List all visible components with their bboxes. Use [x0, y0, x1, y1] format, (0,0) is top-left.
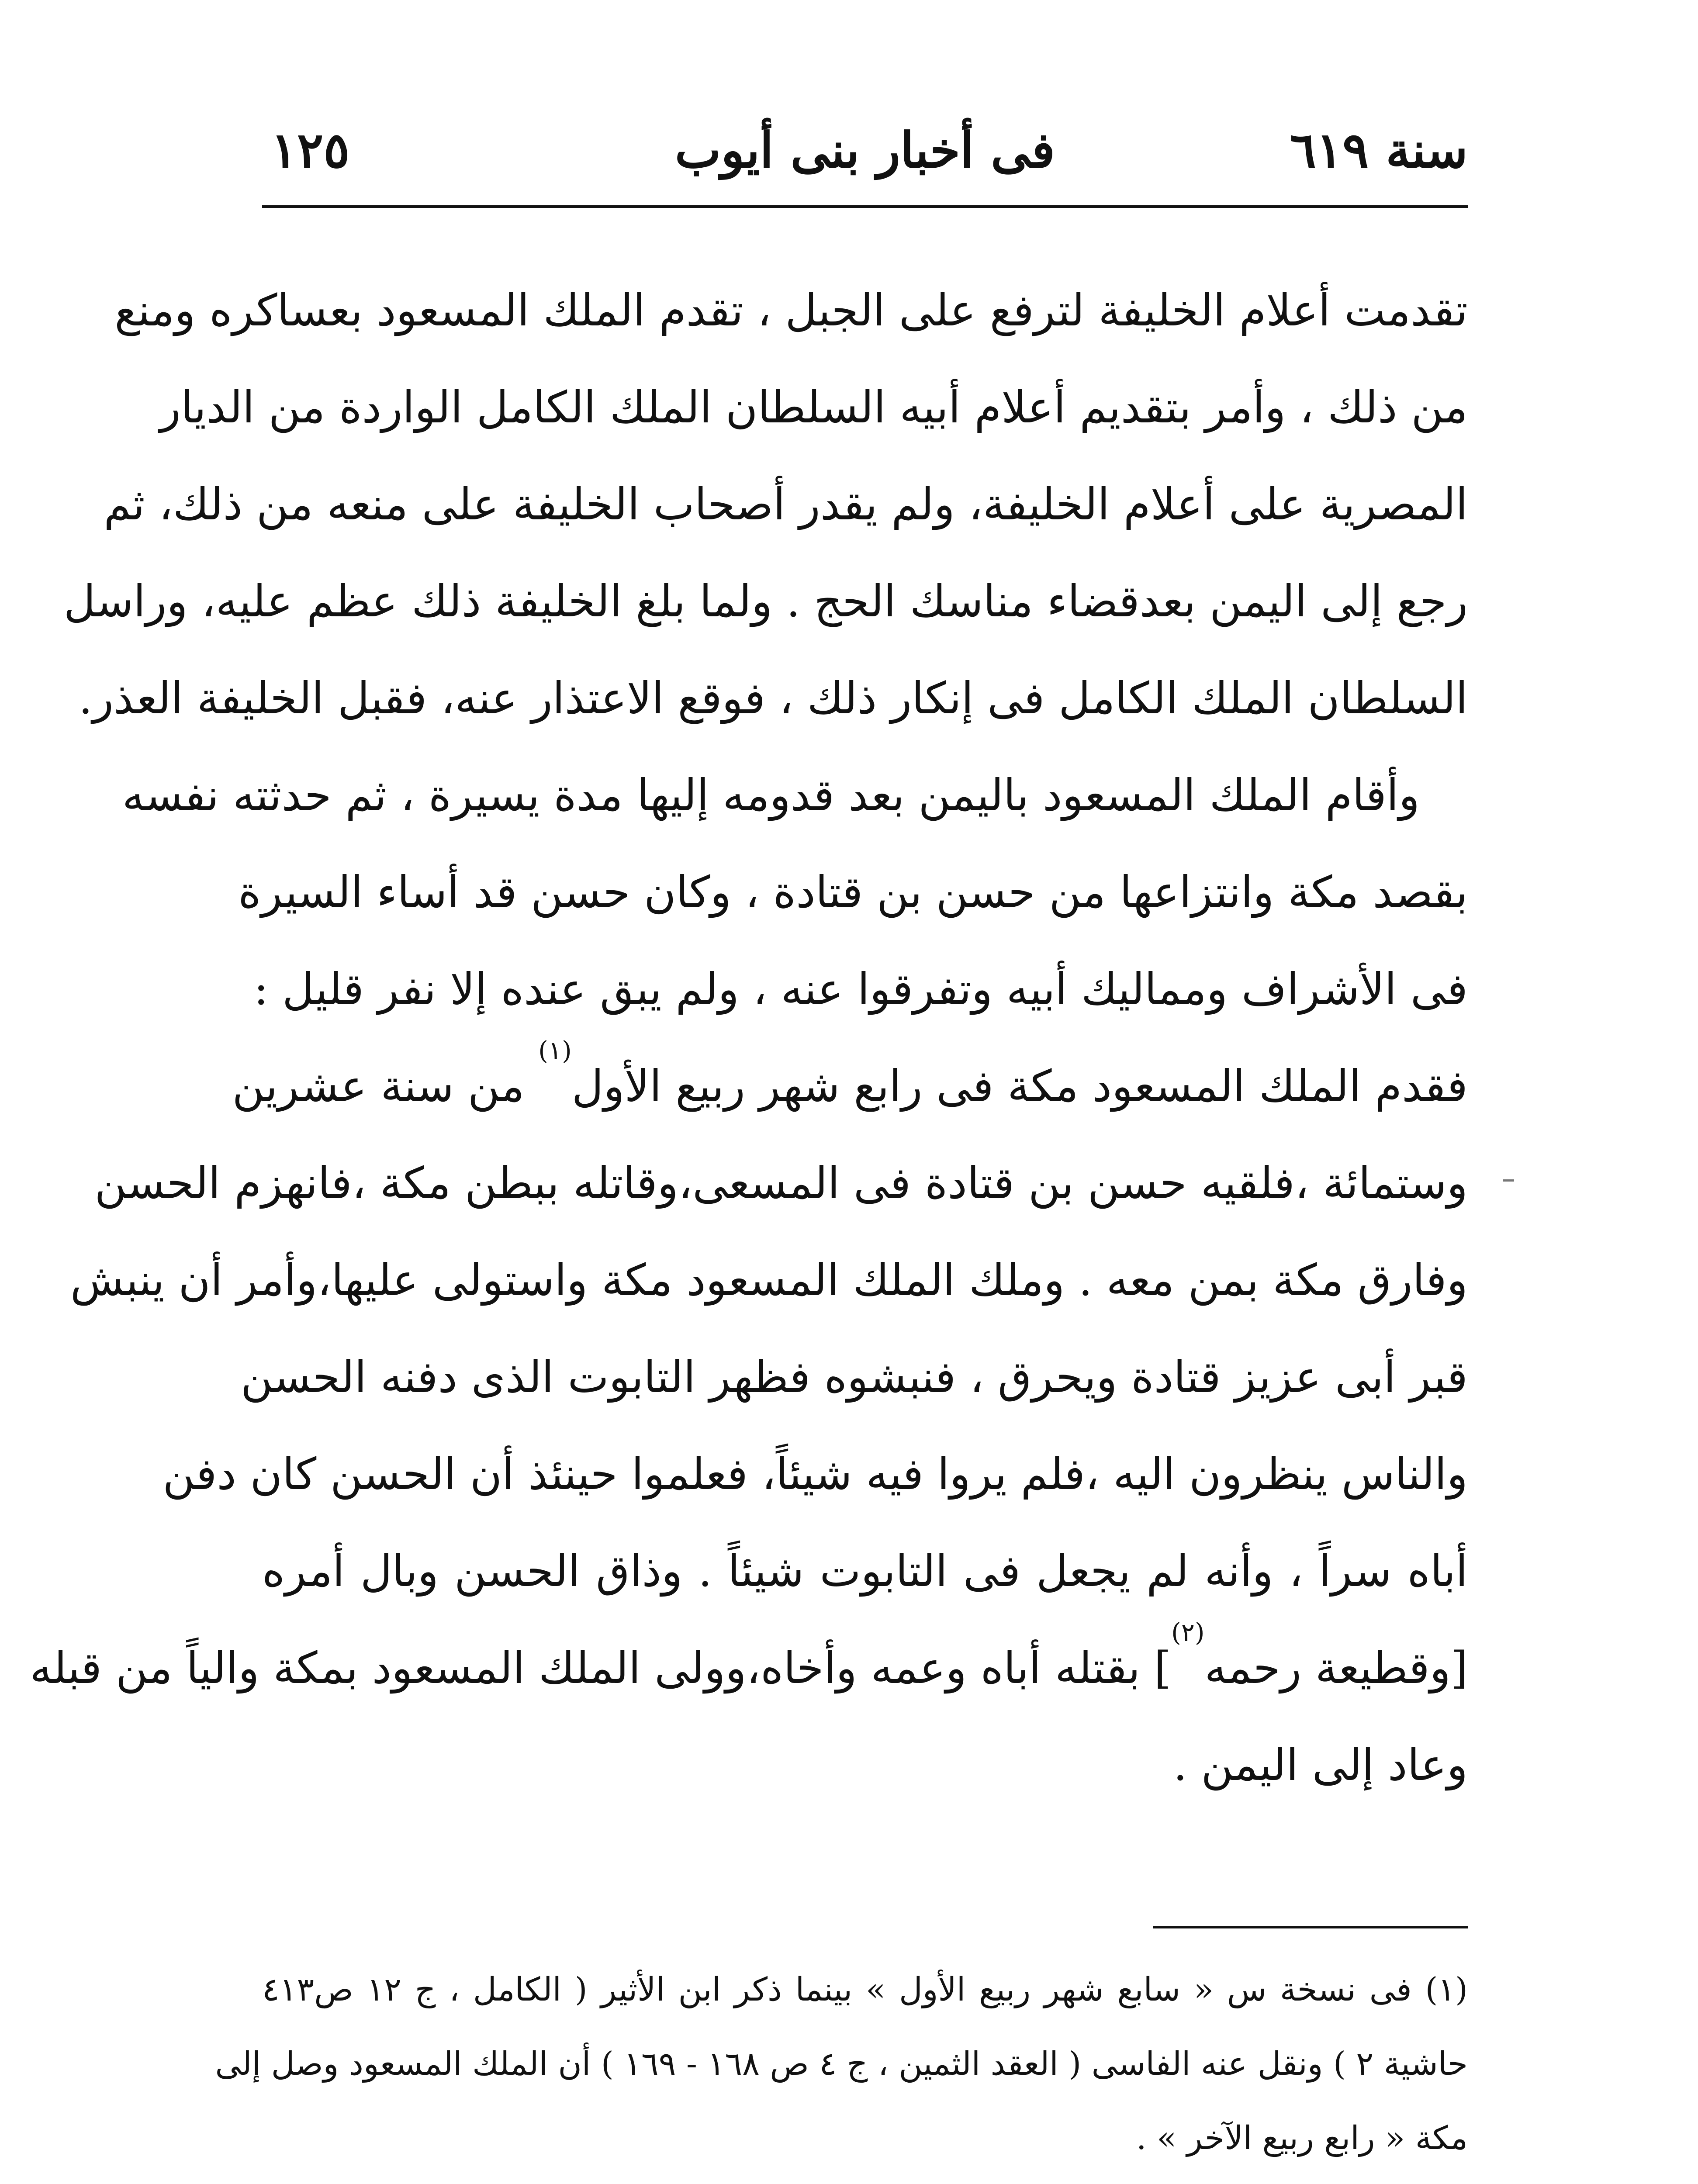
- footnote-ref-2: (٢): [1171, 1617, 1205, 1647]
- footnote-ref-1: (١): [538, 1036, 572, 1065]
- footnotes: [215, 1952, 1468, 2184]
- footnote-1-line: مكة « رابع ربيع الآخر » .: [1136, 2119, 1468, 2157]
- page-number: ١٢٥: [271, 122, 350, 179]
- text-line: بقصد مكة وانتزاعها من حسن بن قتادة ، وكان حسن قد أساء السيرة: [238, 867, 1468, 918]
- text-line: رجع إلى اليمن بعدقضاء مناسك الحج . ولما بلغ الخليفة ذلك عظم عليه، وراسل: [63, 576, 1468, 627]
- text-line: وستمائة ،فلقيه حسن بن قتادة فى المسعى،وقاتله ببطن مكة ،فانهزم الحسن: [94, 1158, 1468, 1209]
- text-line: تقدمت أعلام الخليفة لترفع على الجبل ، تقدم الملك المسعود بعساكره ومنع: [114, 285, 1468, 336]
- text-line: السلطان الملك الكامل فى إنكار ذلك ، فوقع الاعتذار عنه، فقبل الخليفة العذر.: [78, 673, 1468, 724]
- header-year: سنة ٦١٩: [1290, 122, 1468, 179]
- text-segment: ] بقتله أباه وعمه وأخاه،وولى الملك المسعود بمكة والياً من قبله: [30, 1642, 1172, 1693]
- body-text: [30, 262, 1468, 1814]
- text-line: والناس ينظرون اليه ،فلم يروا فيه شيئاً، فعلموا حينئذ أن الحسن كان دفن: [163, 1448, 1468, 1500]
- text-line: فى الأشراف ومماليك أبيه وتفرقوا عنه ، ولم يبق عنده إلا نفر قليل :: [253, 964, 1468, 1015]
- text-line: أباه سراً ، وأنه لم يجعل فى التابوت شيئاً . وذاق الحسن وبال أمره: [262, 1545, 1468, 1597]
- text-segment: [وقطيعة رحمه: [1204, 1642, 1468, 1693]
- text-segment: من سنة عشرين: [232, 1061, 539, 1112]
- footnote-rule: [1153, 1926, 1468, 1928]
- text-line: وعاد إلى اليمن .: [1173, 1739, 1468, 1790]
- text-line: وأقام الملك المسعود باليمن بعد قدومه إليها مدة يسيرة ، ثم حدثته نفسه: [122, 770, 1420, 821]
- header-title: فى أخبار بنى أيوب: [674, 122, 1055, 179]
- scan-mark: [1503, 1179, 1514, 1182]
- text-line: وفارق مكة بمن معه . وملك الملك المسعود مكة واستولى عليها،وأمر أن ينبش: [70, 1254, 1468, 1306]
- text-line: قبر أبى عزيز قتادة ويحرق ، فنبشوه فظهر التابوت الذى دفنه الحسن: [240, 1351, 1468, 1403]
- text-line: من ذلك ، وأمر بتقديم أعلام أبيه السلطان الملك الكامل الواردة من الديار: [159, 382, 1468, 433]
- header-rule: [262, 205, 1468, 208]
- text-line-with-footnote-ref: [232, 1036, 1468, 1135]
- text-line-with-footnote-ref: [30, 1617, 1468, 1717]
- footnote-1-line: (١) فى نسخة س « سابع شهر ربيع الأول » بينما ذكر ابن الأثير ( الكامل ، ج ١٢ ص٤١٣: [262, 1971, 1468, 2008]
- text-line: المصرية على أعلام الخليفة، ولم يقدر أصحاب الخليفة على منعه من ذلك، ثم: [104, 479, 1468, 530]
- footnote-1-line: حاشية ٢ ) ونقل عنه الفاسى ( العقد الثمين ، ج ٤ ص ١٦٨ - ١٦٩ ) أن الملك المسعود وصل إلى: [215, 2045, 1468, 2083]
- running-header: [262, 109, 1468, 192]
- text-segment: فقدم الملك المسعود مكة فى رابع شهر ربيع الأول: [571, 1061, 1468, 1112]
